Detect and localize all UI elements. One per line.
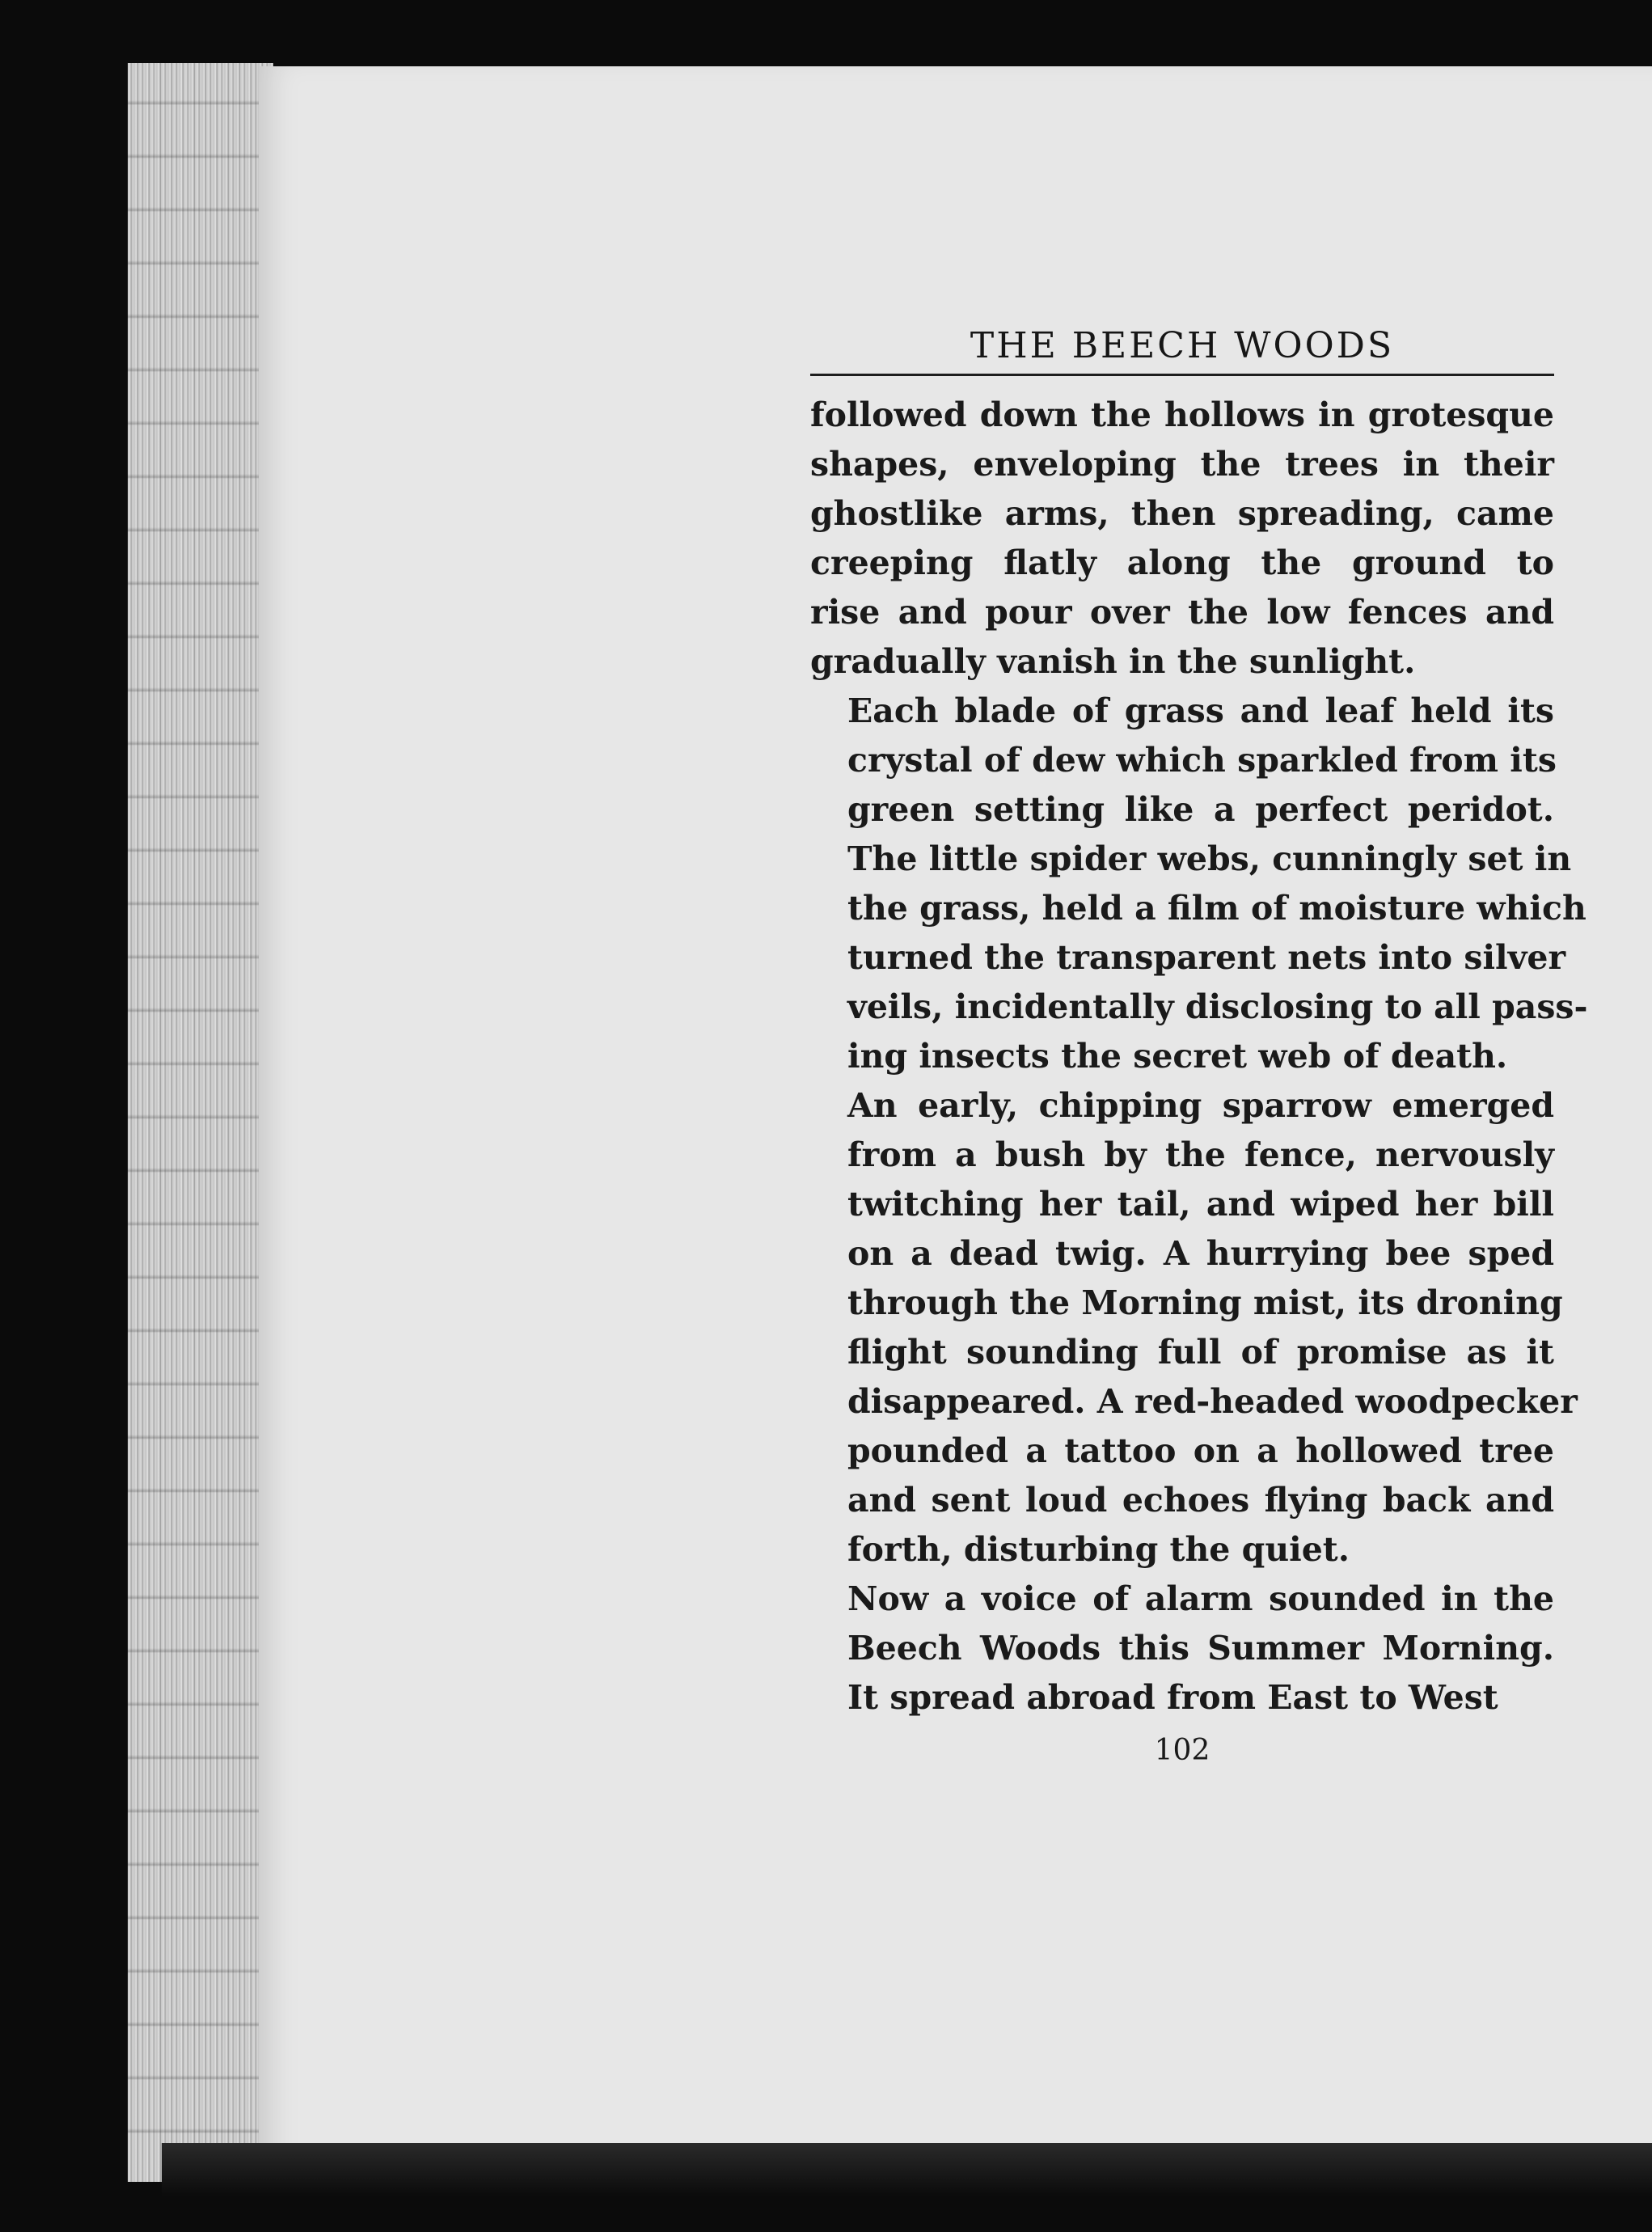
text-line: rise and pour over the low fences and	[810, 593, 1554, 632]
text-line: from a bush by the fence, nervously	[847, 1135, 1554, 1174]
text-line: and sent loud echoes flying back and	[847, 1481, 1554, 1520]
text-line: ghostlike arms, then spreading, came	[810, 494, 1554, 533]
text-line: crystal of dew which sparkled from its	[847, 741, 1557, 780]
text-line: through the Morning mist, its droning	[847, 1283, 1563, 1322]
text-line: pounded a tattoo on a hollowed tree	[847, 1431, 1554, 1470]
text-line: Each blade of grass and leaf held its	[847, 691, 1554, 730]
paragraph	[810, 687, 1588, 1081]
text-line: It spread abroad from East to West	[847, 1678, 1498, 1717]
text-line: turned the transparent nets into silver	[847, 938, 1566, 977]
text-line: ing insects the secret web of death.	[847, 1037, 1508, 1076]
text-line: followed down the hollows in grotesque	[810, 395, 1554, 434]
running-head: THE BEECH WOODS	[970, 325, 1395, 366]
text-line: green setting like a perfect peridot.	[847, 790, 1554, 829]
text-line: flight sounding full of promise as it	[847, 1333, 1554, 1372]
text-line: Beech Woods this Summer Morning.	[847, 1629, 1554, 1668]
page-number: 102	[1154, 1734, 1210, 1767]
paragraph	[810, 1081, 1578, 1575]
page-edges	[128, 63, 273, 2182]
text-line: gradually vanish in the sunlight.	[810, 642, 1416, 681]
text-line: disappeared. A red-headed woodpecker	[847, 1382, 1578, 1421]
text-line: An early, chipping sparrow emerged	[847, 1086, 1554, 1125]
text-line: the grass, held a film of moisture which	[847, 889, 1587, 928]
paragraph	[810, 391, 1554, 687]
text-line: shapes, enveloping the trees in their	[810, 445, 1554, 484]
page-bottom-shadow	[162, 2143, 1652, 2232]
running-head-rule	[810, 374, 1554, 376]
body-text	[810, 391, 1588, 1723]
text-line: on a dead twig. A hurrying bee sped	[847, 1234, 1554, 1273]
paragraph	[810, 1575, 1554, 1723]
text-line: veils, incidentally disclosing to all pass-	[847, 987, 1588, 1026]
text-line: Now a voice of alarm sounded in the	[847, 1579, 1554, 1618]
text-block	[810, 323, 1588, 1771]
text-line: The little spider webs, cunningly set in	[847, 839, 1572, 878]
text-line: forth, disturbing the quiet.	[847, 1530, 1350, 1569]
text-line: creeping flatly along the ground to	[810, 543, 1554, 582]
text-line: twitching her tail, and wiped her bill	[847, 1185, 1554, 1224]
